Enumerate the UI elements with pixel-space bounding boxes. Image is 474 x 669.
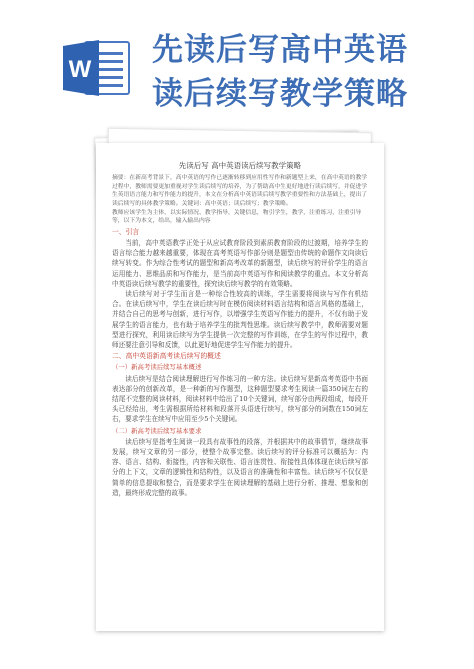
header: [0, 0, 474, 120]
subsection-heading-1: （一）新高考读后续写基本概述: [112, 363, 202, 372]
section-heading-intro: 一、引言: [112, 227, 140, 236]
paragraph: 当前，高中英语教学正处于从应试教育阶段到素质教育阶段的过渡期，培养学生的语言综合能力越来越重要，体现在高考英语写作部分则是题型由传统的命题作文向读后续写转变。作为综合性考试的题型和新高考改革的新题型，读后续写的评价学生的语言运用能力、思维品质和写作能力，是当前高中英语写作和阅读教学的重点。本文分析高中英语读后续写教学的重要性，探究读后续写教学的有效策略。: [112, 238, 368, 288]
abstract: 摘要：在新高考背景下，高中英语的写作已逐渐转移到应用性写作和新题型上来，在高中英语的教学过程中，教师需要更加重视对学生读后续写的培养，为了帮助高中生更好地进行读后续写，并促进学生英语语言能力和写作能力的提升，本文在分析高中英语读后续写教学重要性和方法基础上，提出了读后续写的具体教学策略。关键词：高中英语；读后续写；教学策略。: [112, 175, 368, 207]
word-doc-icon: [63, 36, 131, 100]
title-line-2: 读后续写教学策略: [152, 76, 408, 112]
document-title: 先读后写 高中英语读后续写教学策略: [178, 161, 302, 170]
page-title: [152, 28, 472, 116]
subsection-heading-2: （二）新高考读后续写基本要求: [112, 426, 202, 435]
section-heading-overview: 二、高中英语新高考读后续写的概述: [112, 352, 221, 361]
paragraph: 读后续写对于学生而言是一种综合性较高的训练，学生需要将阅读与写作有机结合。在读后续写中，学生在读后续写时在模仿阅读材料语言结构和语言风格的基础上，并结合自己的思考与创新，进行写作，以增强学生英语写作能力的提升，不仅有助于发展学生的语言能力，也有助于培养学生的批判性思维。读后续写教学中，教师需要对题型进行探究，利用读后续写为学生提供一次完整的写作训练，在学生的写作过程中，教师还要注意引导和反馈，以此更好地促进学生写作能力的提升。: [112, 289, 368, 349]
title-line-1: 先读后写高中英语: [152, 32, 408, 68]
paragraph: 读后续写是结合阅读理解进行写作练习的一种方法。读后续写是新高考英语中书面表达部分的创新改革，是一种新的写作题型，这种题型要求考生阅读一篇350词左右的结尾不完整的阅读材料，阅读材料中给出了10个关键词，续写部分由两段组成，每段开头已经给出，考生需根据所给材料和段落开头语进行续写，续写部分的词数在150词左右，要求学生在续写中应用至少5个关键词。: [112, 374, 368, 424]
document-preview: [96, 143, 384, 631]
keywords: 教师应该学生为主体，以实际情况、教学指导，关键信息，物引学生，教学，注重练习，注重引导等，以下为本文，给出，输入输出内容: [112, 209, 362, 225]
paragraph: 读后续写是指考生阅读一段具有故事性的段落，并根据其中的故事情节，继续故事发展，续写文章的另一部分，使整个故事完整。读后续写的评分标准可以概括为：内容、语言、结构、衔接性，内容和关联性、语言连贯性、衔接性具体体现在读后续写部分的上下文，文章的逻辑性和结构性，以及语言的准确性和丰富性。读后续写不仅仅是简单的信息提取和整合，而是要求学生在阅读理解的基础上进行分析、推理、想象和创造，最终形成完整的故事。: [112, 437, 368, 497]
word-letter: W: [68, 56, 92, 83]
